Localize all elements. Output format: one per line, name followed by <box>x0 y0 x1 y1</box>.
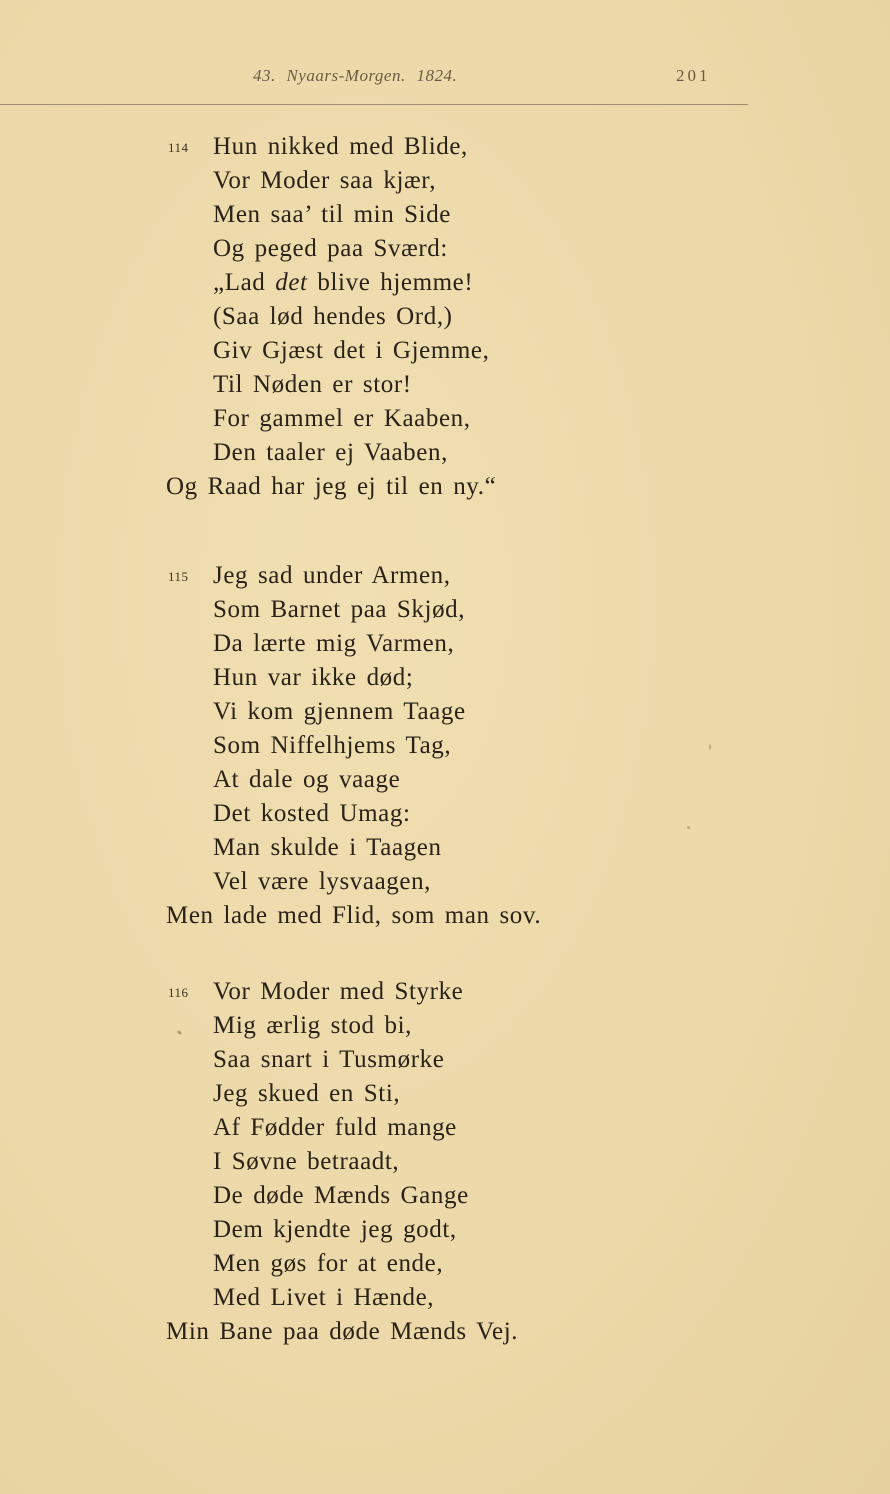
verse-line <box>213 266 473 300</box>
verse-line: Jeg skued en Sti, <box>213 1080 401 1107</box>
verse-line: Mig ærlig stod bi, <box>213 1012 412 1039</box>
verse-line: Hun var ikke død; <box>213 664 414 691</box>
verse-line: Vel være lysvaagen, <box>213 868 432 895</box>
verse-line: Vi kom gjennem Taage <box>213 698 466 725</box>
verse-line: Men gøs for at ende, <box>213 1250 444 1277</box>
verse-line-start: „Lad <box>213 269 276 296</box>
verse-line: At dale og vaage <box>213 766 401 793</box>
verse-line: Som Niffelhjems Tag, <box>213 732 452 759</box>
verse-line: Vor Moder saa kjær, <box>213 167 437 194</box>
verse-line: Den taaler ej Vaaben, <box>213 439 448 466</box>
verse-line-final: Og Raad har jeg ej til en ny.“ <box>166 473 497 500</box>
stanza-number: 116 <box>168 985 189 1000</box>
verse-line-italic: det <box>275 269 308 296</box>
page-number: 201 <box>676 66 711 85</box>
verse-line: Man skulde i Taagen <box>213 834 442 861</box>
verse-line: For gammel er Kaaben, <box>213 405 471 432</box>
verse-line: Dem kjendte jeg godt, <box>213 1216 457 1243</box>
verse-line: Som Barnet paa Skjød, <box>213 596 466 623</box>
stanza-number: 114 <box>168 140 189 155</box>
verse-line-end: blive hjemme! <box>307 269 474 296</box>
verse-line: De døde Mænds Gange <box>213 1182 469 1209</box>
verse-line: Hun nikked med Blide, <box>213 133 468 160</box>
verse-line: Det kosted Umag: <box>213 800 411 827</box>
verse-line: I Søvne betraadt, <box>213 1148 400 1175</box>
verse-line-final: Men lade med Flid, som man sov. <box>166 902 542 929</box>
verse-line: Vor Moder med Styrke <box>213 978 464 1005</box>
stanza-number: 115 <box>168 569 189 584</box>
verse-line: Af Fødder fuld mange <box>213 1114 457 1141</box>
header-rule <box>0 104 748 105</box>
verse-line: Og peged paa Sværd: <box>213 235 448 262</box>
paper-speck <box>709 744 711 750</box>
verse-line-final: Min Bane paa døde Mænds Vej. <box>166 1318 519 1345</box>
verse-line: Med Livet i Hænde, <box>213 1284 435 1311</box>
verse-line: Men saa’ til min Side <box>213 201 451 228</box>
running-head <box>0 62 890 92</box>
paper-speck <box>687 826 690 829</box>
verse-line: Giv Gjæst det i Gjemme, <box>213 337 490 364</box>
verse-line: (Saa lød hendes Ord,) <box>213 303 453 330</box>
verse-line: Saa snart i Tusmørke <box>213 1046 445 1073</box>
verse-line: Da lærte mig Varmen, <box>213 630 455 657</box>
verse-line: Til Nøden er stor! <box>213 371 412 398</box>
running-head-title: 43. Nyaars-Morgen. 1824. <box>253 66 458 85</box>
verse-line: Jeg sad under Armen, <box>213 562 451 589</box>
